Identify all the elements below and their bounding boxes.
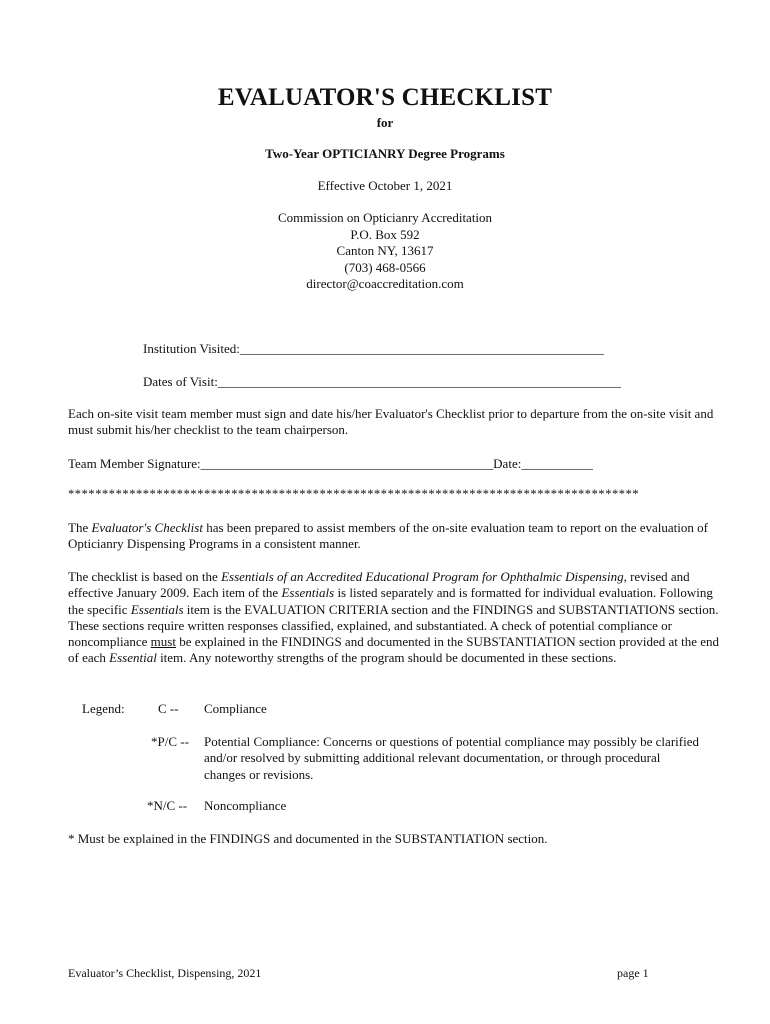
address-phone: (703) 468-0566 [344, 259, 426, 275]
basis-text-d: Essentials [281, 585, 335, 601]
address-block [0, 210, 770, 293]
program-title: Two-Year OPTICIANRY Degree Programs [265, 146, 505, 161]
purpose-text-a: The [68, 520, 92, 535]
purpose-text-b: Evaluator's Checklist [91, 520, 203, 535]
basis-text-i: be explained in the FINDINGS and documented in the SUBSTANTIATION section provided at the end of each [68, 634, 720, 666]
page-number: page 1 [617, 966, 649, 980]
legend-code-noncompliance: *N/C -- [147, 798, 188, 813]
basis-paragraph [68, 569, 728, 667]
signature-field [68, 456, 593, 472]
basis-text-k: item. Any noteworthy strengths of the program should be documented in these sections. [156, 650, 617, 666]
institution-input-line[interactable]: ________________________________________________________ [239, 341, 604, 356]
basis-text-f: Essentials [130, 601, 184, 617]
basis-text-g: item is the EVALUATION CRITERIA section and the FINDINGS and SUBSTANTIATIONS section. These sections require written responses classified, explained, and substantiated. A check of potential compliance or noncompliance [68, 601, 719, 650]
footer-left: Evaluator’s Checklist, Dispensing, 2021 [68, 966, 262, 980]
date-input-line[interactable]: ___________ [521, 456, 593, 471]
legend-desc-compliance: Compliance [204, 701, 267, 716]
effective-date: Effective October 1, 2021 [317, 178, 453, 193]
basis-text-j: Essential [109, 650, 157, 666]
purpose-text-c: has been prepared to assist members of the on-site evaluation team to report on the evaluation of Opticianry Dispensing Programs in a consistent manner. [68, 520, 708, 552]
basis-text-e: is listed separately and is formatted for individual evaluation. Following the specific [68, 585, 713, 617]
page-title: EVALUATOR'S CHECKLIST [217, 84, 553, 111]
legend-code-compliance: C -- [158, 701, 179, 716]
legend-desc-noncompliance: Noncompliance [204, 798, 287, 813]
basis-text-h: must [150, 634, 176, 650]
address-city: Canton NY, 13617 [336, 243, 434, 258]
separator-line: ************************************************************************************ [68, 487, 640, 501]
date-label: Date: [493, 456, 522, 471]
address-org: Commission on Opticianry Accreditation [277, 210, 493, 225]
signature-input-line[interactable]: _____________________________________________ [200, 456, 494, 471]
institution-field [143, 341, 604, 357]
dates-field [143, 374, 621, 390]
basis-text-b: Essentials of an Accredited Educational Program for Ophthalmic Dispensing [221, 569, 624, 584]
instructions-paragraph: Each on-site visit team member must sign and date his/her Evaluator's Checklist prior to departure from the on-site visit and must submit his/her checklist to the team chairperson. [68, 406, 714, 438]
subtitle-for: for [376, 115, 394, 130]
legend-label: Legend: [82, 701, 125, 716]
institution-label: Institution Visited: [143, 341, 240, 356]
legend-code-potential: *P/C -- [151, 734, 189, 749]
address-email: director@coaccreditation.com [306, 276, 464, 291]
address-box: P.O. Box 592 [350, 226, 420, 242]
dates-label: Dates of Visit: [143, 374, 218, 389]
footnote: * Must be explained in the FINDINGS and documented in the SUBSTANTIATION section. [68, 831, 548, 846]
legend-desc-potential: Potential Compliance: Concerns or questions of potential compliance may possibly be clarified and/or resolved by submitting additional relevant documentation, or through procedural changes or revisions. [204, 734, 699, 782]
purpose-paragraph [68, 520, 728, 553]
basis-text-a: The checklist is based on the [68, 569, 222, 584]
dates-input-line[interactable]: ______________________________________________________________ [217, 374, 621, 389]
basis-text-c: , revised and effective January 2009. Each item of the [68, 569, 690, 601]
signature-label: Team Member Signature: [68, 456, 201, 471]
